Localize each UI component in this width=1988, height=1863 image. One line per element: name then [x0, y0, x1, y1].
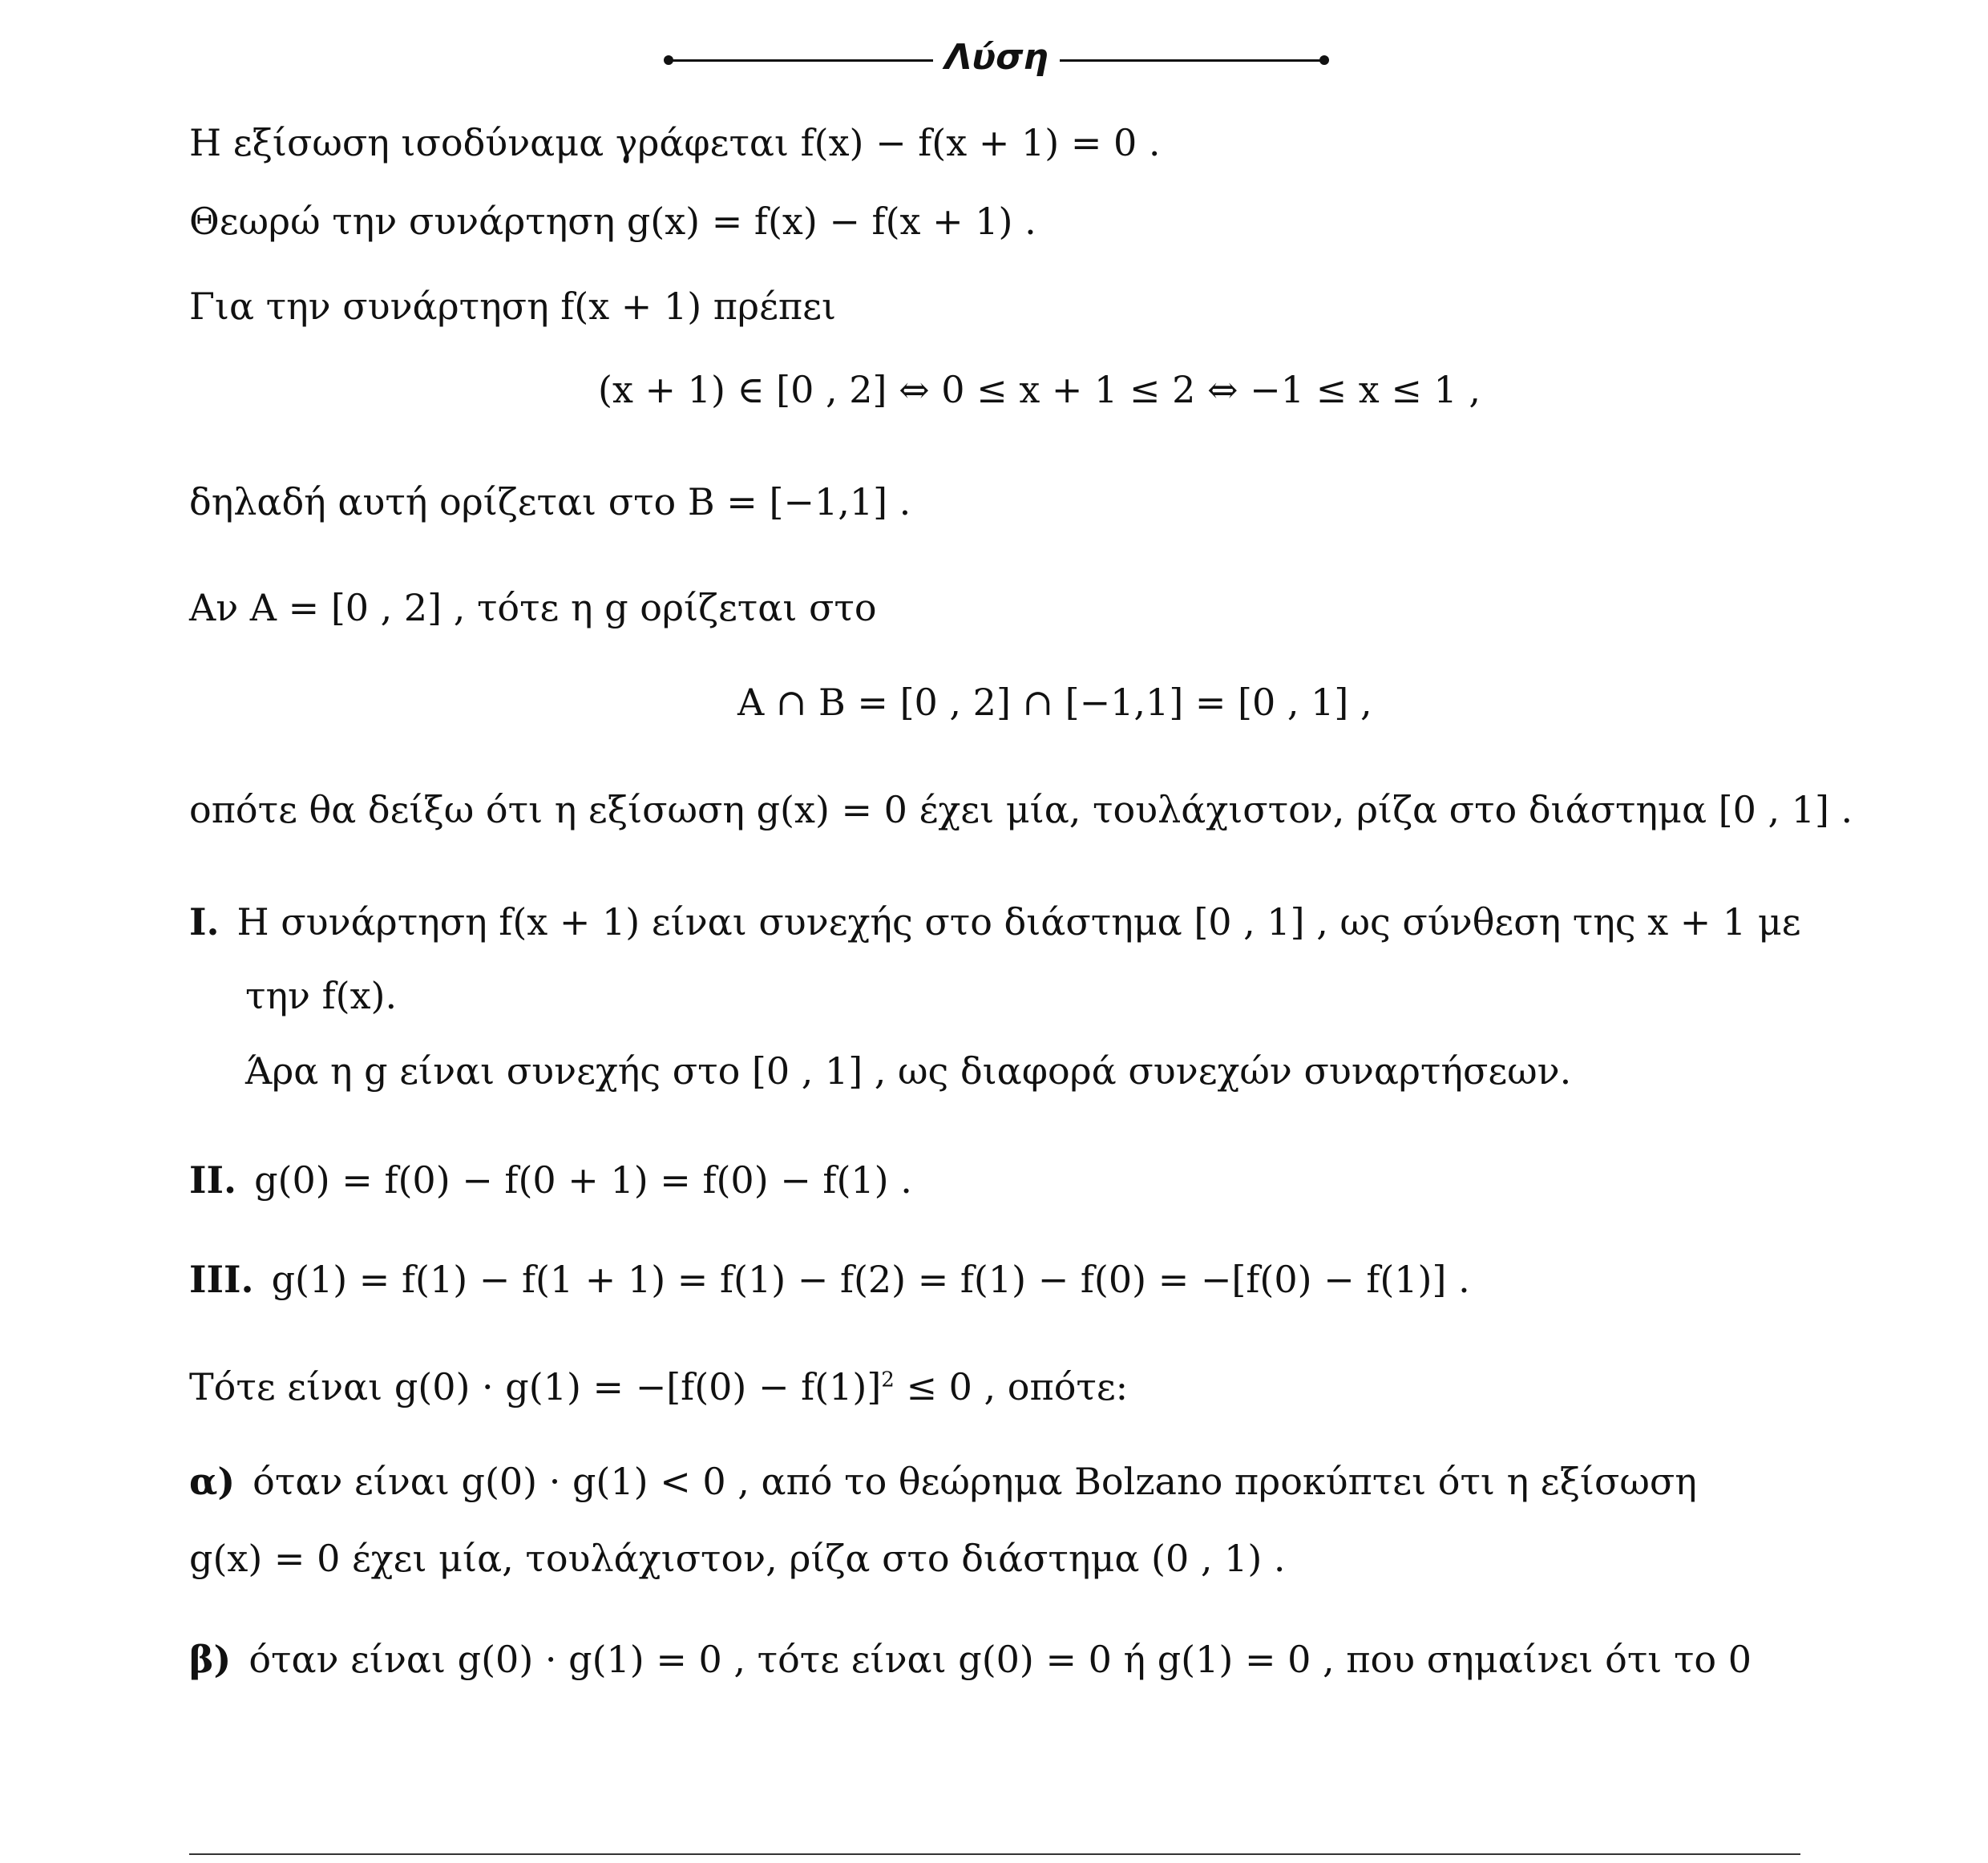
domain-a-line: Αν Α = [0 , 2] , τότε η g ορίζεται στο — [189, 586, 877, 629]
item-iii-text: g(1) = f(1) − f(1 + 1) = f(1) − f(2) = f(1) − f(0) = −[f(0) − f(1)] . — [271, 1258, 1470, 1301]
item-i-continuation: την f(x). — [245, 974, 398, 1017]
heading-right-dot — [1319, 55, 1329, 65]
item-iii — [189, 1255, 1470, 1303]
case-b — [189, 1635, 1752, 1683]
case-a-label: α) — [189, 1460, 236, 1503]
square-exponent: 2 — [881, 1368, 895, 1392]
product-inequality: ≤ 0 , οπότε: — [894, 1365, 1129, 1408]
goal-statement-line: οπότε θα δείξω ότι η εξίσωση g(x) = 0 έχει μία, τουλάχιστον, ρίζα στο διάστημα [0 , 1] . — [189, 788, 1853, 831]
case-b-text: όταν είναι g(0) · g(1) = 0 , τότε είναι g(0) = 0 ή g(1) = 0 , που σημαίνει ότι το 0 — [248, 1638, 1752, 1681]
item-ii-text: g(0) = f(0) − f(0 + 1) = f(0) − f(1) . — [254, 1158, 912, 1202]
case-b-label: β) — [189, 1638, 232, 1681]
item-i-conclusion: Άρα η g είναι συνεχής στο [0 , 1] , ως διαφορά συνεχών συναρτήσεων. — [245, 1049, 1572, 1093]
item-i — [189, 898, 1801, 946]
domain-inequality-formula: (x + 1) ∈ [0 , 2] ⇔ 0 ≤ x + 1 ≤ 2 ⇔ −1 ≤ x ≤ 1 , — [598, 368, 1481, 411]
intersection-formula: Α ∩ Β = [0 , 2] ∩ [−1,1] = [0 , 1] , — [737, 681, 1372, 724]
domain-condition-line: Για την συνάρτηση f(x + 1) πρέπει — [189, 285, 836, 328]
item-iii-label: ΙΙΙ. — [189, 1258, 254, 1301]
function-definition-line: Θεωρώ την συνάρτηση g(x) = f(x) − f(x + 1) . — [189, 200, 1036, 243]
case-a-continuation: g(x) = 0 έχει μία, τουλάχιστον, ρίζα στο διάστημα (0 , 1) . — [189, 1537, 1286, 1580]
case-a — [189, 1457, 1697, 1505]
heading-right-rule — [1060, 59, 1324, 62]
footer-rule — [189, 1853, 1800, 1855]
item-ii-label: ΙΙ. — [189, 1158, 237, 1202]
item-i-text: Η συνάρτηση f(x + 1) είναι συνεχής στο διάστημα [0 , 1] , ως σύνθεση της x + 1 με — [236, 900, 1801, 944]
solution-heading — [664, 34, 1329, 82]
heading-title: Λύση — [944, 37, 1049, 78]
product-conclusion-line — [189, 1363, 1128, 1411]
product-expression: Τότε είναι g(0) · g(1) = −[f(0) − f(1)] — [189, 1365, 882, 1408]
case-a-text: όταν είναι g(0) · g(1) < 0 , από το θεώρημα Bolzano προκύπτει ότι η εξίσωση — [253, 1460, 1697, 1503]
item-ii — [189, 1156, 912, 1204]
item-i-label: Ι. — [189, 900, 220, 944]
equation-rewrite-line: Η εξίσωση ισοδύναμα γράφεται f(x) − f(x + 1) = 0 . — [189, 121, 1161, 164]
domain-b-line: δηλαδή αυτή ορίζεται στο Β = [−1,1] . — [189, 480, 911, 523]
